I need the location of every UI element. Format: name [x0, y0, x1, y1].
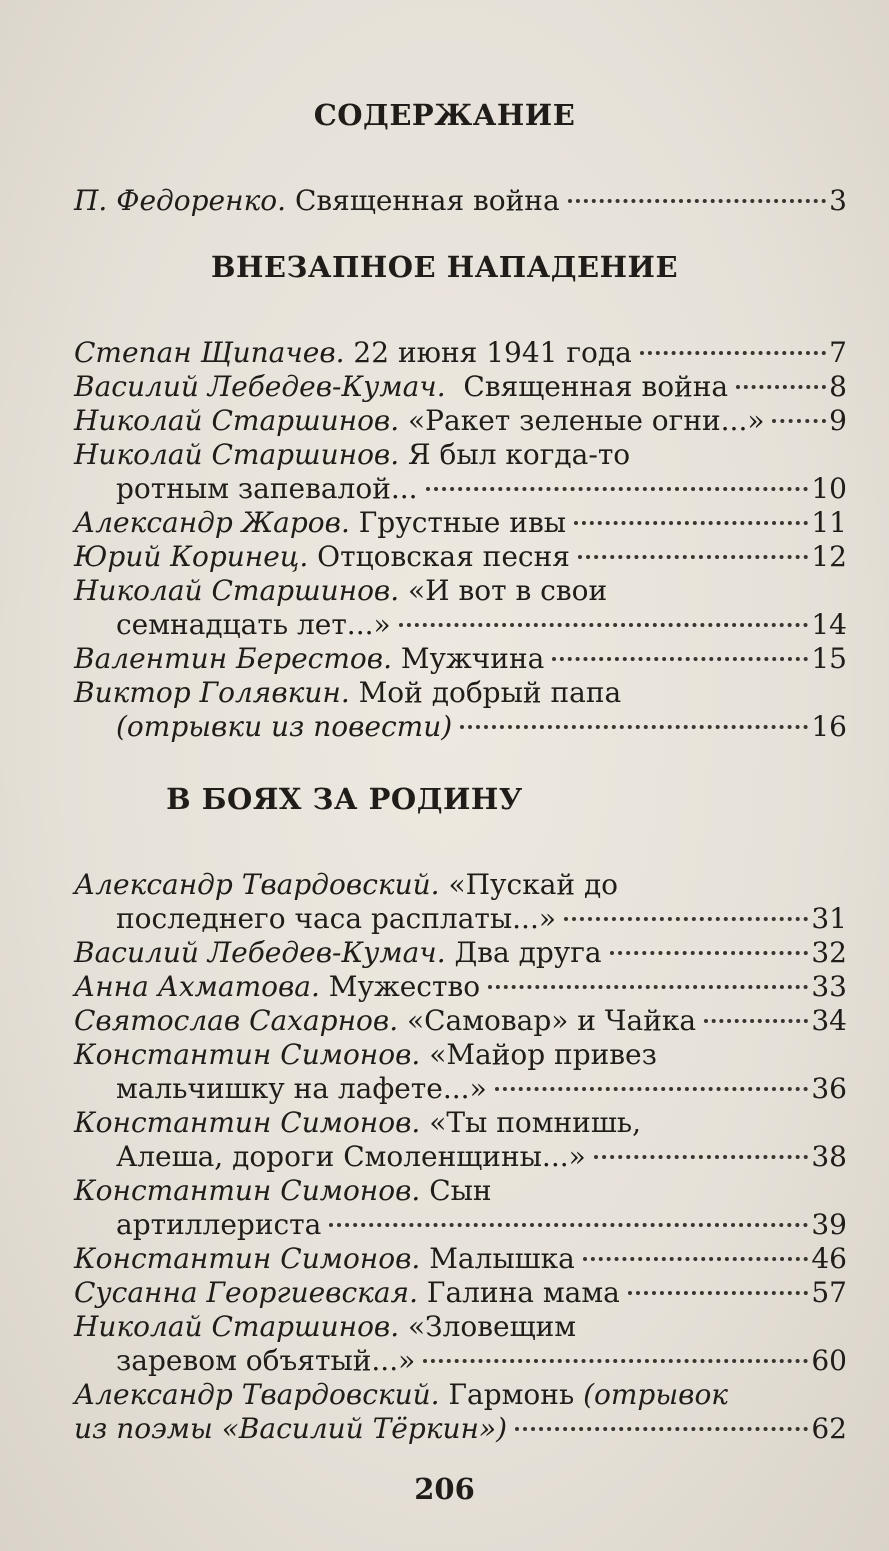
entry-title: Мужчина [400, 642, 545, 675]
dot-leader [564, 917, 808, 921]
entry-author: Валентин Берестов. [74, 642, 392, 675]
dot-leader [736, 385, 826, 389]
entry-title-cont: мальчишку на лафете...» [116, 1072, 487, 1105]
entry-page: 12 [811, 540, 847, 573]
entry-page: 14 [811, 608, 847, 641]
entry-page: 33 [811, 970, 847, 1003]
toc-entry-continuation [74, 1140, 847, 1174]
entry-author: Сусанна Георгиевская. [74, 1276, 418, 1309]
toc-entry [74, 540, 847, 574]
entry-author: Константин Симонов. [74, 1106, 421, 1139]
toc-entry-continuation [74, 1412, 847, 1446]
entry-title: Галина мама [426, 1276, 620, 1309]
toc-entry [74, 1004, 847, 1038]
toc-entry-first-line [74, 676, 847, 710]
entry-author: Николай Старшинов. [74, 404, 400, 437]
entry-author: Анна Ахматова. [74, 970, 320, 1003]
entry-title-cont: из поэмы «Василий Тёркин») [74, 1412, 508, 1445]
toc-entry [74, 370, 847, 404]
toc-entry-continuation [74, 1344, 847, 1378]
entry-page: 57 [811, 1276, 847, 1309]
dot-leader [460, 725, 808, 729]
entry-title: «Ракет зеленые огни...» [408, 404, 765, 437]
entry-title: Гармонь [448, 1378, 575, 1411]
dot-leader [583, 1257, 808, 1261]
entry-author: Юрий Коринец. [74, 540, 309, 573]
entry-page: 11 [811, 506, 847, 539]
toc-entry-first-line [74, 1310, 847, 1344]
entry-page: 16 [811, 710, 847, 743]
toc-entry-continuation [74, 608, 847, 642]
entry-title: «И вот в свои [408, 574, 608, 607]
entry-author: Степан Щипачев. [74, 336, 345, 369]
entry-title: Отцовская песня [317, 540, 570, 573]
entry-title: Грустные ивы [358, 506, 566, 539]
entry-author: Александр Жаров. [74, 506, 350, 539]
toc-entry-first-line [74, 438, 847, 472]
entry-author: Василий Лебедев-Кумач. [74, 936, 446, 969]
entry-page: 32 [811, 936, 847, 969]
entry-page: 34 [811, 1004, 847, 1037]
entry-title-cont: семнадцать лет...» [116, 608, 391, 641]
entry-page: 10 [811, 472, 847, 505]
entry-title: Священная война [463, 370, 729, 403]
entry-title: Малышка [429, 1242, 575, 1275]
page-number: 206 [414, 1472, 475, 1506]
toc-entry-continuation [74, 1072, 847, 1106]
toc-entry [74, 404, 847, 438]
entry-page: 3 [829, 184, 847, 217]
entry-page: 15 [811, 642, 847, 675]
entry-page: 31 [811, 902, 847, 935]
toc-entry [74, 970, 847, 1004]
entry-author: Константин Симонов. [74, 1038, 421, 1071]
dot-leader [568, 199, 827, 203]
contents-heading: СОДЕРЖАНИЕ [313, 98, 576, 132]
dot-leader [495, 1087, 809, 1091]
toc-entry [74, 1242, 847, 1276]
dot-leader [423, 1359, 808, 1363]
entry-author: Николай Старшинов. [74, 438, 400, 471]
dot-leader [594, 1155, 809, 1159]
toc-entry [74, 936, 847, 970]
intro-entry [74, 184, 847, 218]
entry-title: Священная война [294, 184, 560, 217]
entry-title-italic: (отрывок [583, 1378, 729, 1411]
dot-leader [426, 487, 809, 491]
toc-entry-first-line [74, 1038, 847, 1072]
entry-page: 9 [829, 404, 847, 437]
entry-page: 36 [811, 1072, 847, 1105]
entry-author: Василий Лебедев-Кумач. [74, 370, 446, 403]
section-entries [74, 336, 847, 744]
dot-leader [640, 351, 826, 355]
toc-entry-continuation [74, 1208, 847, 1242]
entry-author: Александр Твардовский. [74, 868, 440, 901]
entry-author: Николай Старшинов. [74, 574, 400, 607]
entry-title: Мой добрый папа [358, 676, 622, 709]
section-heading: В БОЯХ ЗА РОДИНУ [166, 782, 523, 816]
entry-author: П. Федоренко. [74, 184, 287, 217]
entry-page: 8 [829, 370, 847, 403]
toc-entry [74, 1276, 847, 1310]
toc-entry-first-line [74, 1174, 847, 1208]
toc-entry-continuation [74, 902, 847, 936]
entry-title: Я был когда-то [408, 438, 631, 471]
entry-page: 7 [829, 336, 847, 369]
entry-title: «Зловещим [408, 1310, 577, 1343]
entry-page: 38 [811, 1140, 847, 1173]
toc-entry [74, 336, 847, 370]
dot-leader [552, 657, 808, 661]
entry-page: 39 [811, 1208, 847, 1241]
toc-entry-first-line [74, 1378, 847, 1412]
toc-entry-first-line [74, 574, 847, 608]
entry-title-cont: заревом объятый...» [116, 1344, 416, 1377]
entry-title: 22 июня 1941 года [353, 336, 632, 369]
entry-title-cont: ротным запевалой... [116, 472, 418, 505]
dot-leader [515, 1427, 808, 1431]
entry-title-cont: последнего часа расплаты...» [116, 902, 556, 935]
section-entries [74, 868, 847, 1446]
toc-entry-continuation [74, 710, 847, 744]
entry-page: 62 [811, 1412, 847, 1445]
entry-title: «Самовар» и Чайка [407, 1004, 697, 1037]
dot-leader [610, 951, 809, 955]
entry-title: Сын [429, 1174, 492, 1207]
toc-entry [74, 506, 847, 540]
entry-title-cont: Алеша, дороги Смоленщины...» [116, 1140, 586, 1173]
entry-title: «Пускай до [448, 868, 619, 901]
dot-leader [628, 1291, 809, 1295]
entry-page: 46 [811, 1242, 847, 1275]
dot-leader [578, 555, 808, 559]
entry-author: Николай Старшинов. [74, 1310, 400, 1343]
entry-author: Александр Твардовский. [74, 1378, 440, 1411]
entry-title-cont: (отрывки из повести) [116, 710, 453, 743]
entry-author: Святослав Сахарнов. [74, 1004, 399, 1037]
toc-entry [74, 184, 847, 218]
dot-leader [399, 623, 809, 627]
entry-title: Мужество [328, 970, 481, 1003]
dot-leader [488, 985, 808, 989]
section-heading: ВНЕЗАПНОЕ НАПАДЕНИЕ [210, 250, 679, 284]
toc-entry-continuation [74, 472, 847, 506]
toc-entry [74, 642, 847, 676]
toc-entry-first-line [74, 868, 847, 902]
entry-title-cont: артиллериста [116, 1208, 322, 1241]
dot-leader [329, 1223, 808, 1227]
toc-entry-first-line [74, 1106, 847, 1140]
entry-author: Виктор Голявкин. [74, 676, 350, 709]
entry-title: «Ты помнишь, [429, 1106, 641, 1139]
entry-page: 60 [811, 1344, 847, 1377]
entry-author: Константин Симонов. [74, 1174, 421, 1207]
dot-leader [704, 1019, 808, 1023]
dot-leader [772, 419, 826, 423]
dot-leader [574, 521, 808, 525]
entry-title: «Майор привез [429, 1038, 657, 1071]
entry-title: Два друга [454, 936, 602, 969]
entry-author: Константин Симонов. [74, 1242, 421, 1275]
